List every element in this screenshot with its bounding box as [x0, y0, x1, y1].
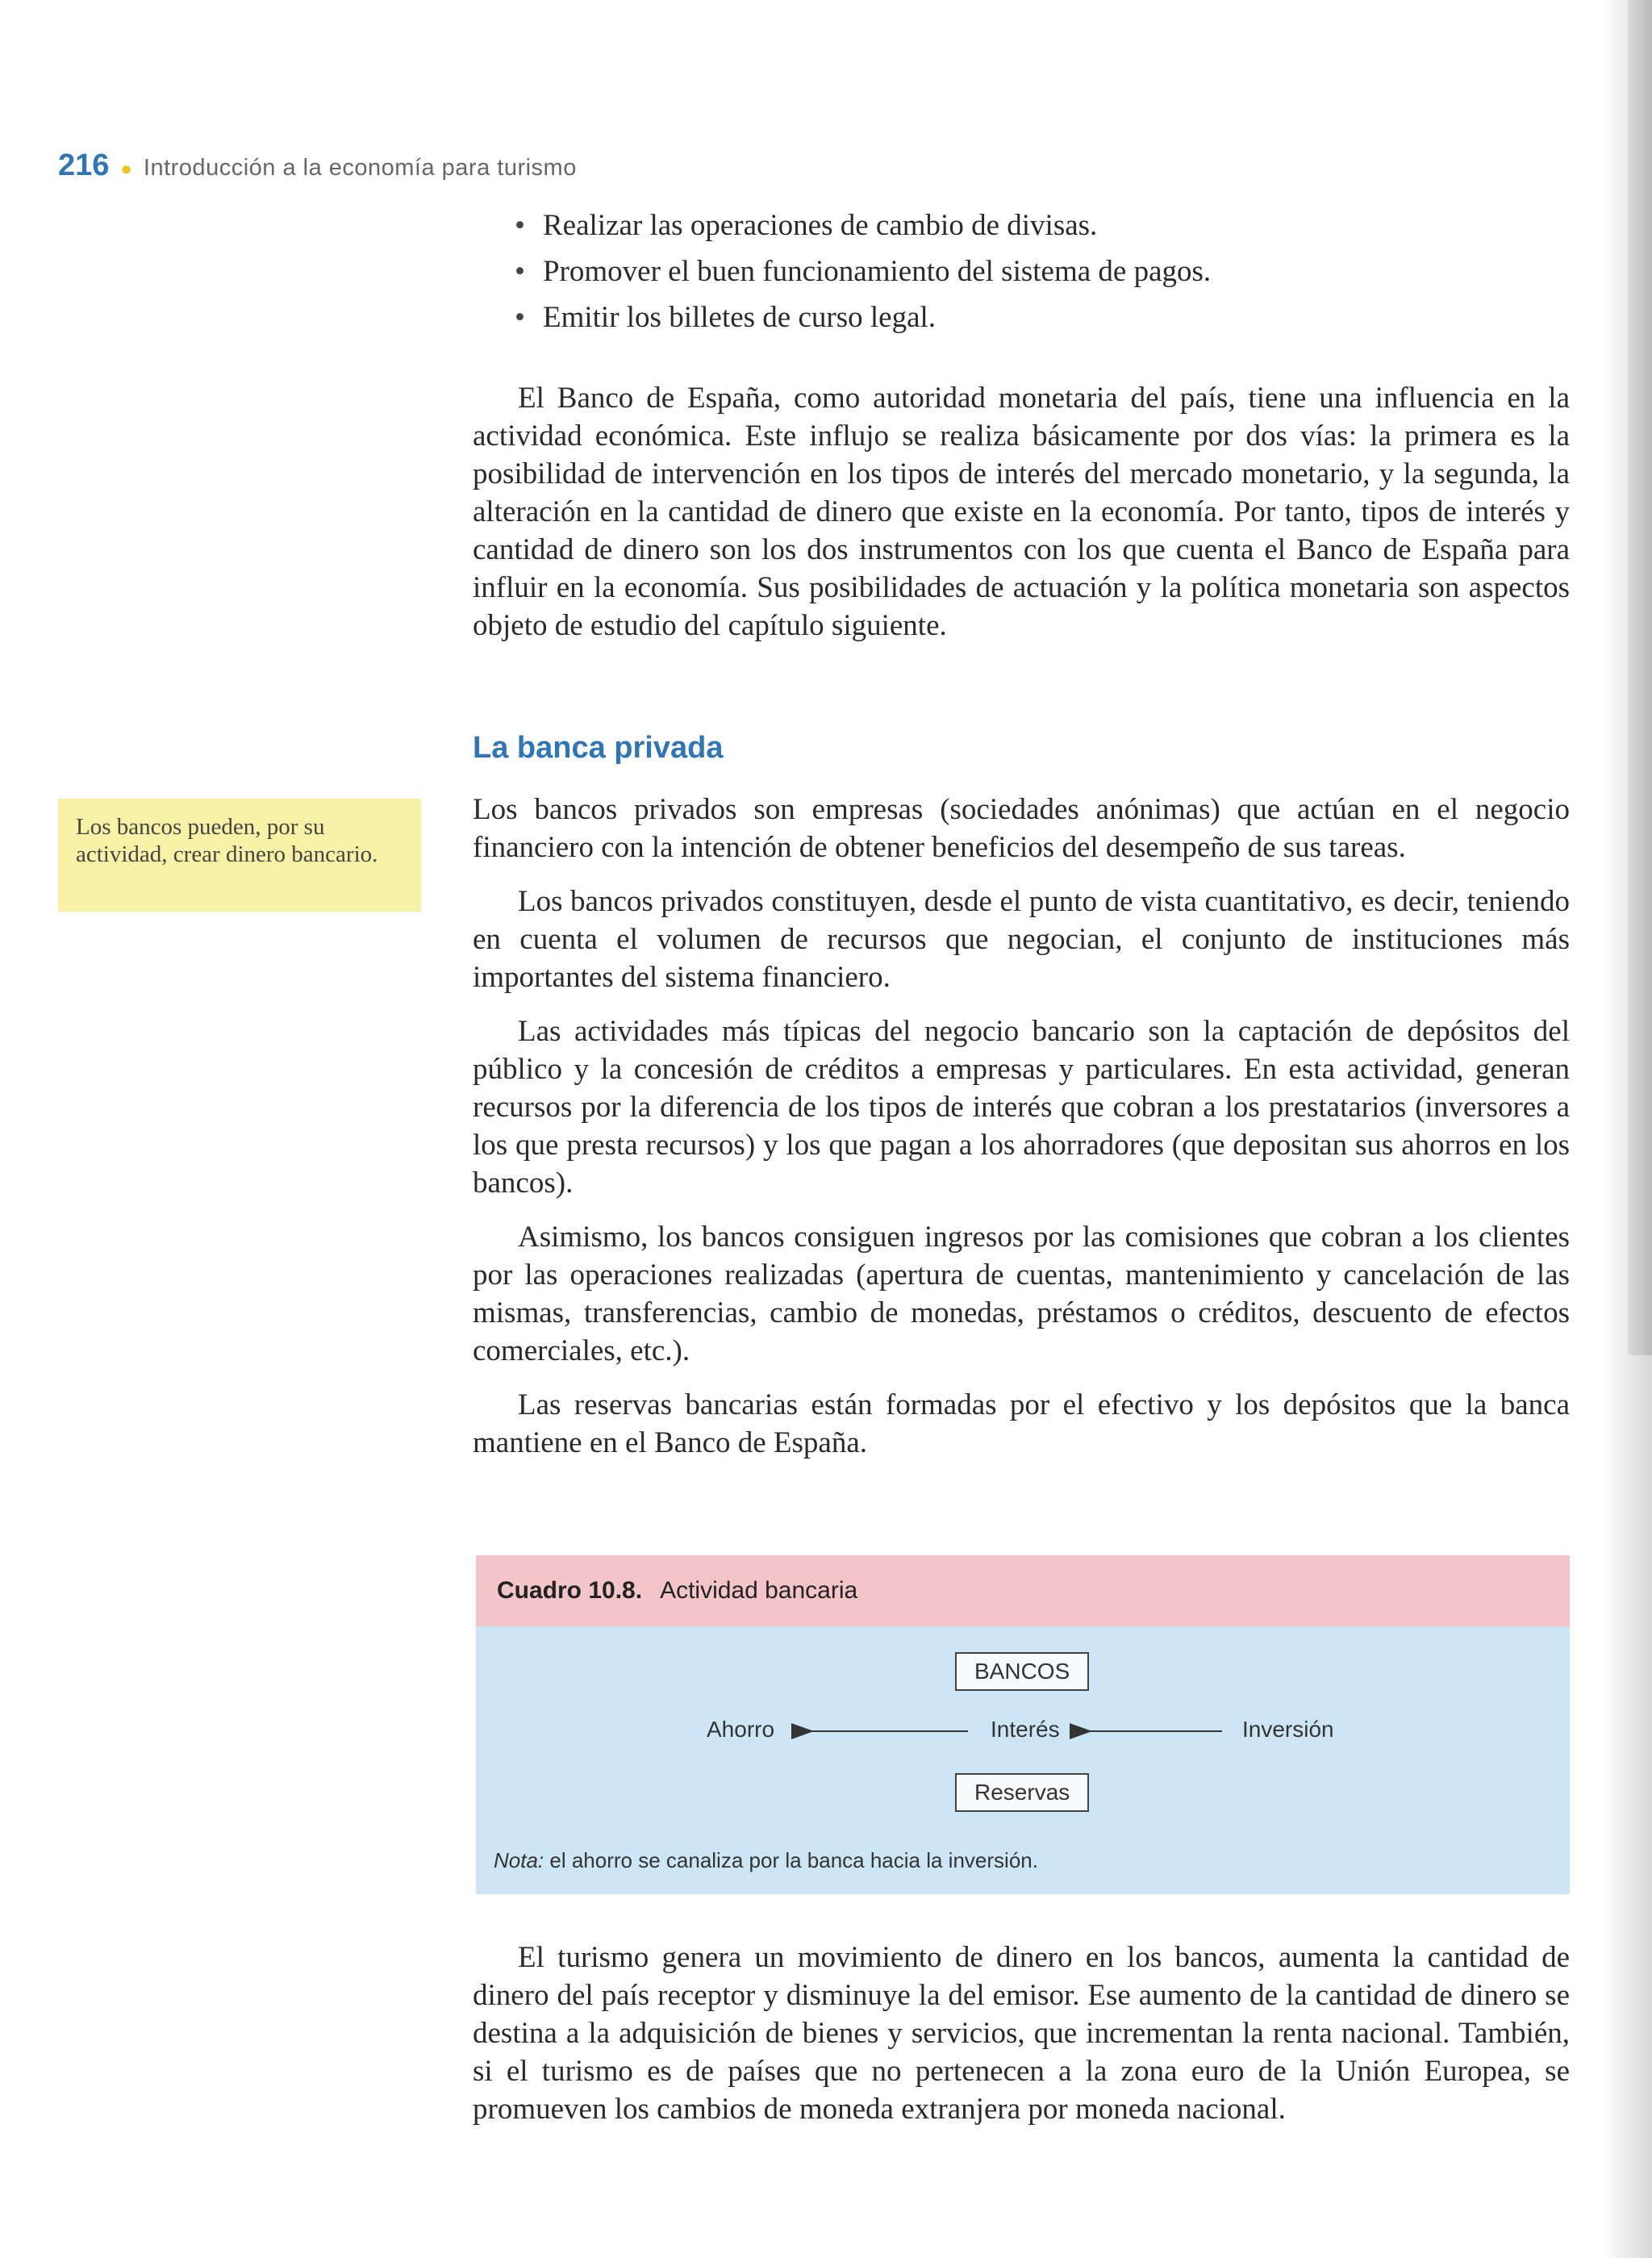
box-note: [494, 1848, 1038, 1873]
header-bullet-icon: ●: [120, 158, 132, 180]
node-bancos: BANCOS: [955, 1652, 1089, 1691]
bullet-icon: •: [515, 209, 525, 242]
bullet-icon: •: [515, 301, 525, 334]
intro-section: [473, 379, 1570, 661]
paragraph: Los bancos privados constituyen, desde el punto de vista cuantitativo, es decir, teniendo en cuenta el volumen de recursos que negocian, el conjunto de instituciones más importantes del sistema financiero.: [473, 885, 1570, 994]
running-title: Introducción a la economía para turismo: [143, 155, 577, 181]
box-number: Cuadro 10.8.: [497, 1577, 643, 1604]
note-label: Nota:: [494, 1848, 544, 1872]
section-title: La banca privada: [473, 731, 724, 765]
list-item: • Promover el buen funcionamiento del sistema de pagos.: [515, 253, 1570, 290]
body-section: [473, 791, 1570, 1478]
closing-section: [473, 1939, 1570, 2144]
closing-paragraph: El turismo genera un movimiento de dinero en los bancos, aumenta la cantidad de dinero del país receptor y disminuye la del emisor. Ese aumento de la cantidad de dinero se destina a la adquisición de bienes y servicios, que incrementan la renta nacional. También, si el turismo es de países que no pertenecen a la zona euro de la Unión Europea, se promueven los cambios de moneda extranjera por moneda nacional.: [473, 1941, 1570, 2126]
paragraph: Los bancos privados son empresas (sociedades anónimas) que actúan en el negocio financiero con la intención de obtener beneficios del desempeño de sus tareas.: [473, 793, 1570, 864]
cuadro-box: [476, 1555, 1570, 1894]
box-title: Actividad bancaria: [660, 1577, 858, 1604]
page-edge-tab: [1628, 0, 1652, 1355]
node-reservas: Reservas: [955, 1773, 1089, 1812]
list-item: • Emitir los billetes de curso legal.: [515, 298, 1570, 336]
bullet-icon: •: [515, 255, 525, 288]
margin-note: Los bancos pueden, por su actividad, crear dinero bancario.: [58, 799, 421, 912]
label-interes: Interés: [991, 1717, 1060, 1742]
page-number: 216: [58, 148, 110, 182]
bank-diagram: [476, 1626, 1570, 1844]
box-header: [476, 1555, 1570, 1626]
label-inversion: Inversión: [1242, 1717, 1334, 1742]
running-header: [58, 148, 577, 183]
paragraph: Las reservas bancarias están formadas por el efectivo y los depósitos que la banca mantiene en el Banco de España.: [473, 1388, 1570, 1459]
list-item: • Realizar las operaciones de cambio de divisas.: [515, 207, 1570, 244]
bullet-list: [473, 207, 1570, 344]
intro-paragraph: El Banco de España, como autoridad monetaria del país, tiene una influencia en la actividad económica. Este influjo se realiza básicamente por dos vías: la primera es la posibilidad de intervención en los tipos de interés del mercado monetario, y la segunda, la alteración en la cantidad de dinero que existe en la economía. Por tanto, tipos de interés y cantidad de dinero son los dos instrumentos con los que cuenta el Banco de España para influir en la economía. Sus posibilidades de actuación y la política monetaria son aspectos objeto de estudio del capítulo siguiente.: [473, 382, 1570, 642]
paragraph: Las actividades más típicas del negocio bancario son la captación de depósitos del público y la concesión de créditos a empresas y particulares. En esta actividad, generan recursos por la diferencia de los tipos de interés que cobran a los prestatarios (inversores a los que presta recursos) y los que pagan a los ahorradores (que depositan sus ahorros en los bancos).: [473, 1015, 1570, 1200]
note-text: el ahorro se canaliza por la banca hacia la inversión.: [544, 1848, 1038, 1872]
label-ahorro: Ahorro: [707, 1717, 775, 1742]
paragraph: Asimismo, los bancos consiguen ingresos por las comisiones que cobran a los clientes por las operaciones realizadas (apertura de cuentas, mantenimiento y cancelación de las mismas, transferencias, cambio de monedas, préstamos o créditos, descuento de efectos comerciales, etc.).: [473, 1221, 1570, 1367]
